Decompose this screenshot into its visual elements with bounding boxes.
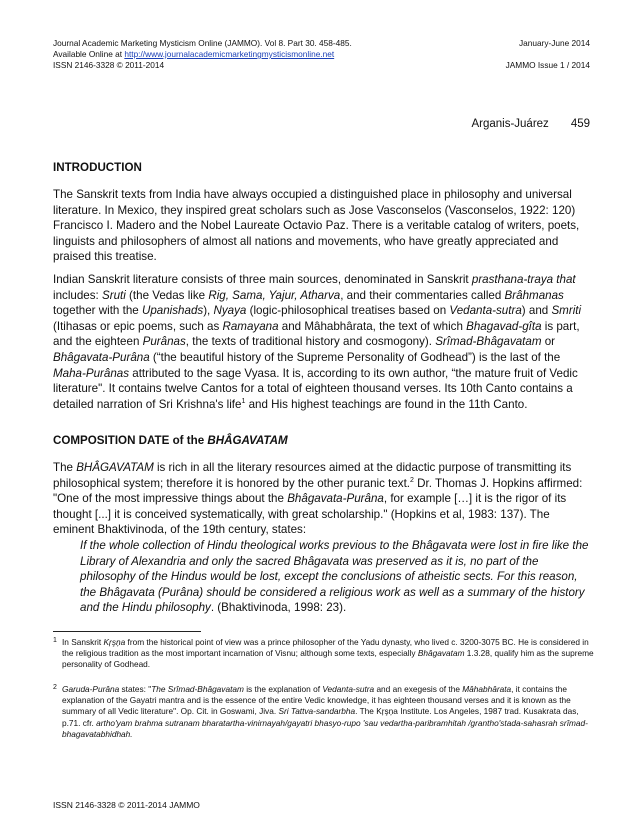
term-italic: Purânas <box>142 335 186 349</box>
block-quote <box>80 538 595 616</box>
term-italic: artho'yam brahma sutranam bharatartha-vinirnayah/gayatri bhasyo-rupo 'sau vedartha-paribramhitah /grantho'stada-sahasrah srîmad-bhagavatabhidhah. <box>62 717 588 739</box>
footnote-ref-1[interactable]: 1 <box>241 397 246 405</box>
intro-paragraph-1 <box>53 187 593 265</box>
text-run: is rich in all the literary resources aimed at the didactic purpose of transmitting its philosophical system; therefore it is honored by the other puranic text. <box>53 461 572 490</box>
term-italic: prasthana-traya that <box>471 273 576 286</box>
text-run: , the texts of traditional history and cosmogony). <box>185 335 436 349</box>
text-run: is the explanation of <box>243 684 323 694</box>
text-run: , and their commentaries called <box>340 288 505 302</box>
running-head <box>471 118 590 130</box>
journal-title: Journal Academic Marketing Mysticism Online (JAMMO). Vol 8. Part 30. 458-485. <box>53 38 352 48</box>
header-available-line <box>53 49 590 60</box>
term-italic: Sri Tattva-sandarbha <box>278 706 356 717</box>
text-run: (logic-philosophical treatises based on <box>246 304 450 318</box>
term-italic: Upanishads <box>141 304 204 318</box>
footnote-1 <box>53 637 598 671</box>
composition-paragraph <box>53 460 593 538</box>
text-run: attributed to the sage Vyasa. It is, according to its own author, “the mature fruit of Vedic literature". It contains twelve Cantos for a total of eighteen thousand verses. Its 10th Canto contains a detailed narration of Sri Krishna's life <box>53 366 578 411</box>
term-italic: Bhâgavata-Purâna <box>287 492 384 506</box>
text-run: and Mâhabhârata, the text of which <box>278 319 467 333</box>
text-run: from the historical point of view was a prince philosopher of the Yadu dynasty, who lived c. 3200-3075 BC. He is considered in the religious tradition as the most important incarnation of Visnu; although some texts, especially <box>62 637 589 659</box>
journal-url-link[interactable]: http://www.journalacademicmarketingmysticismonline.net <box>124 49 335 59</box>
issn-text: ISSN 2146-3328 © 2011-2014 <box>53 60 165 70</box>
intro-paragraph-2 <box>53 272 593 412</box>
text-run: ), <box>203 304 214 318</box>
term-italic: Mâhabhârata <box>462 684 512 694</box>
available-label: Available Online at <box>53 49 125 59</box>
term-italic: Brâhmanas <box>504 288 564 302</box>
term-italic: Bhâgavata-Purâna <box>53 350 150 364</box>
issue-text: JAMMO Issue 1 / 2014 <box>505 60 590 70</box>
text-run: , it contains the explanation of the Gayatri mantra and is the essence of the entire Vedic knowledge, it has eighteen thousand verses and it is known as the summary of all Vedic literature". Op. Cit. in Goswami, Jiva. <box>62 684 571 717</box>
composition-heading <box>53 433 593 449</box>
text-run: . The Kŗşņa Institute. Los Angeles, 1987 trad. Kusakrata das, p.71. cfr. <box>62 706 579 728</box>
journal-date: January-June 2014 <box>518 38 590 48</box>
term-italic: Nyaya <box>213 304 247 318</box>
text-run: Indian Sanskrit literature consists of three main sources, denominated in Sanskrit <box>53 273 472 286</box>
running-author: Arganis-Juárez <box>471 118 549 130</box>
term-italic: Bhagavad-gîta <box>466 319 542 333</box>
text-run: 1.3.28, qualify him as the supreme personality of Godhead. <box>62 648 594 670</box>
text-run: (“the beautiful history of the Supreme Personality of Godhead”) is the last of the <box>149 350 561 364</box>
footnote-1-label: 1 <box>53 637 57 644</box>
quote-text: If the whole collection of Hindu theological works previous to the Bhâgavata were lost in fire like the Library of Alexandria and only the sacred Bhâgavata was preserved as it is, no part of the philosophy of the Hindus would be lost, except the conclusions of atheistic sects. For this reason, the Bhâgavata (Purâna) should be considered a religious work as well as a summary of the history and the Hindu philosophy <box>80 539 589 615</box>
text-run: or <box>541 335 556 349</box>
text-run: The <box>53 461 77 474</box>
header-issn-line <box>53 60 590 71</box>
term-italic: Kŗşņa <box>103 637 126 647</box>
page-footer: ISSN 2146-3328 © 2011-2014 JAMMO <box>53 800 200 810</box>
term-italic: Rig, Sama, Yajur, Atharva <box>208 288 341 302</box>
page-number: 459 <box>570 118 590 130</box>
text-run: (the Vedas like <box>125 288 209 302</box>
term-italic: BHÂGAVATAM <box>76 461 154 474</box>
text-run: and His highest teachings are found in the 11th Canto. <box>245 397 528 411</box>
text-run: In Sanskrit <box>62 637 104 647</box>
heading-italic: BHÂGAVATAM <box>207 434 288 447</box>
text-run: is part, and the eighteen <box>53 319 580 349</box>
term-italic: Smriti <box>551 304 582 318</box>
term-italic: The Srîmad-Bhâgavatam <box>151 684 244 694</box>
term-italic: Maha-Purânas <box>53 366 130 380</box>
footnote-ref-2[interactable]: 2 <box>410 476 414 484</box>
text-run: (Itihasas or epic poems, such as <box>53 319 223 333</box>
text-run: includes: <box>53 288 102 302</box>
paragraph-text: The Sanskrit texts from India have always occupied a distinguished place in philosophy and universal literature. In Mexico, they inspired great scholars such as Jose Vasconselos (Vasconselos, 1922: 120) Francisco I. Madero and the Nobel Laureate Octavio Paz. There is a veritable catalog of writers, poets, linguists and philosophers of almost all nations and movements, who have greatly appreciated and praised this treatise. <box>53 188 580 264</box>
term-italic: Garuda-Purâna <box>62 684 120 694</box>
header-journal-line <box>53 38 590 49</box>
term-italic: Ramayana <box>222 319 279 333</box>
intro-heading: INTRODUCTION <box>53 161 142 174</box>
footnote-2 <box>53 684 598 740</box>
text-run: states: " <box>119 684 152 694</box>
footnote-2-label: 2 <box>53 684 57 691</box>
term-italic: Bhâgavatam <box>417 648 465 659</box>
text-run: Dr. Thomas J. Hopkins affirmed: "One of the most impressive things about the <box>53 476 583 506</box>
text-run: , for example […] it is the rigor of its thought [...] it is conceived systematically, with great scholarship." (Hopkins et al, 1983: 137). The eminent Bhaktivinoda, of the 19th century, states: <box>53 492 567 537</box>
text-run: together with the <box>53 304 142 318</box>
heading-text: COMPOSITION DATE of the <box>53 434 208 447</box>
footnote-separator <box>53 631 201 632</box>
term-italic: Vedanta-sutra <box>449 304 522 318</box>
term-italic: Sruti <box>101 288 126 302</box>
term-italic: Vedanta-sutra <box>322 684 375 694</box>
term-italic: Srîmad-Bhâgavatam <box>435 335 542 349</box>
text-run: ) and <box>521 304 552 318</box>
quote-citation: . (Bhaktivinoda, 1998: 23). <box>210 601 347 615</box>
text-run: and an exegesis of the <box>374 684 463 694</box>
